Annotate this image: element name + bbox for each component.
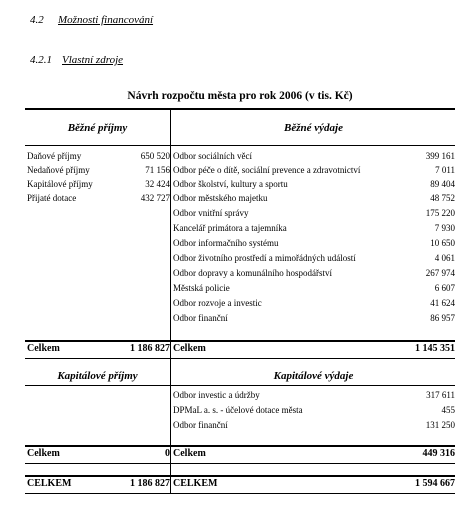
row-label: Přijaté dotace [27,193,77,203]
row-value: 89 404 [430,179,455,189]
row-label: Nedaňové příjmy [27,165,90,175]
total-value: 1 145 351 [415,343,455,354]
row-label: Odbor finanční [173,313,228,323]
grand-total-bottom-border [25,493,455,494]
row-label: Odbor finanční [173,420,228,430]
header-divider [25,145,455,146]
current-income-header: Běžné příjmy [67,122,128,134]
capital-income-header: Kapitálové příjmy [57,370,138,382]
total-value: 449 316 [422,448,455,459]
row-value: 7 011 [435,165,455,175]
table-row [27,149,170,163]
table-row [173,281,455,295]
row-label: Daňové příjmy [27,151,82,161]
table-row [173,403,455,417]
table-row [173,177,455,191]
row-label: Odbor sociálních věcí [173,151,252,161]
grand-total-value: 1 186 827 [130,478,170,489]
section-heading-4-2 [30,14,153,26]
row-label: Městská policie [173,283,230,293]
section-title: Možnosti financování [58,14,154,26]
table-row [27,177,170,191]
row-label: Odbor informačního systému [173,238,279,248]
row-value: 4 061 [434,253,455,263]
table-row [173,236,455,250]
row-value: 399 161 [425,151,455,161]
row-value: 317 611 [426,390,455,400]
table-row [173,149,455,163]
row-label: Odbor investic a údržby [173,390,260,400]
capital-income-total-row [27,446,170,462]
current-income-total-row [27,341,170,357]
row-label: Odbor městského majetku [173,193,268,203]
row-label: Odbor životního prostředí a mimořádných událostí [173,253,356,263]
table-row [173,221,455,235]
total-label: Celkem [27,343,60,354]
table-row [173,296,455,310]
table-row [27,191,170,205]
table-title: Návrh rozpočtu města pro rok 2006 (v tis. Kč) [127,90,353,102]
total-value: 0 [165,448,170,459]
table-row [173,163,455,177]
row-label: Odbor dopravy a komunálního hospodářství [173,268,332,278]
row-value: 86 957 [430,313,455,323]
grand-income-total-row [27,476,170,492]
row-label: Kancelář primátora a tajemníka [173,223,287,233]
column-divider [170,108,171,494]
row-value: 432 727 [140,193,170,203]
table-row [173,311,455,325]
table-row [173,388,455,402]
row-value: 7 930 [434,223,455,233]
section-number: 4.2 [30,14,44,26]
row-value: 41 624 [430,298,455,308]
row-value: 48 752 [430,193,455,203]
current-total-bottom-border [25,358,455,359]
grand-expense-total-row [173,476,455,492]
grand-total-label: CELKEM [173,478,218,489]
grand-total-value: 1 594 667 [415,478,455,489]
section-heading-4-2-1 [30,54,123,66]
grand-total-label: CELKEM [27,478,72,489]
row-label: Kapitálové příjmy [27,179,93,189]
total-label: Celkem [173,448,206,459]
subsection-number: 4.2.1 [30,54,52,66]
row-label: DPMaL a. s. - účelové dotace města [173,405,303,415]
row-value: 10 650 [430,238,455,248]
table-row [27,163,170,177]
capital-expense-total-row [173,446,455,462]
row-label: Odbor péče o dítě, sociální prevence a zdravotnictví [173,165,361,175]
total-value: 1 186 827 [130,343,170,354]
current-expense-total-row [173,341,455,357]
capital-header-divider [25,385,455,386]
table-row [173,266,455,280]
capital-total-bottom-border [25,463,455,464]
row-value: 131 250 [425,420,455,430]
row-label: Odbor rozvoje a investic [173,298,262,308]
total-label: Celkem [173,343,206,354]
subsection-title: Vlastní zdroje [62,54,124,66]
row-value: 455 [441,405,455,415]
total-label: Celkem [27,448,60,459]
row-value: 267 974 [425,268,455,278]
current-expense-header: Běžné výdaje [284,122,343,134]
row-label: Odbor vnitřní správy [173,208,249,218]
table-row [173,418,455,432]
row-value: 175 220 [425,208,455,218]
row-value: 6 607 [434,283,455,293]
row-label: Odbor školství, kultury a sportu [173,179,288,189]
table-row [173,251,455,265]
table-top-border [25,108,455,110]
capital-expense-header: Kapitálové výdaje [273,370,354,382]
table-row [173,191,455,205]
row-value: 650 520 [140,151,170,161]
row-value: 32 424 [145,179,170,189]
table-row [173,206,455,220]
row-value: 71 156 [145,165,170,175]
